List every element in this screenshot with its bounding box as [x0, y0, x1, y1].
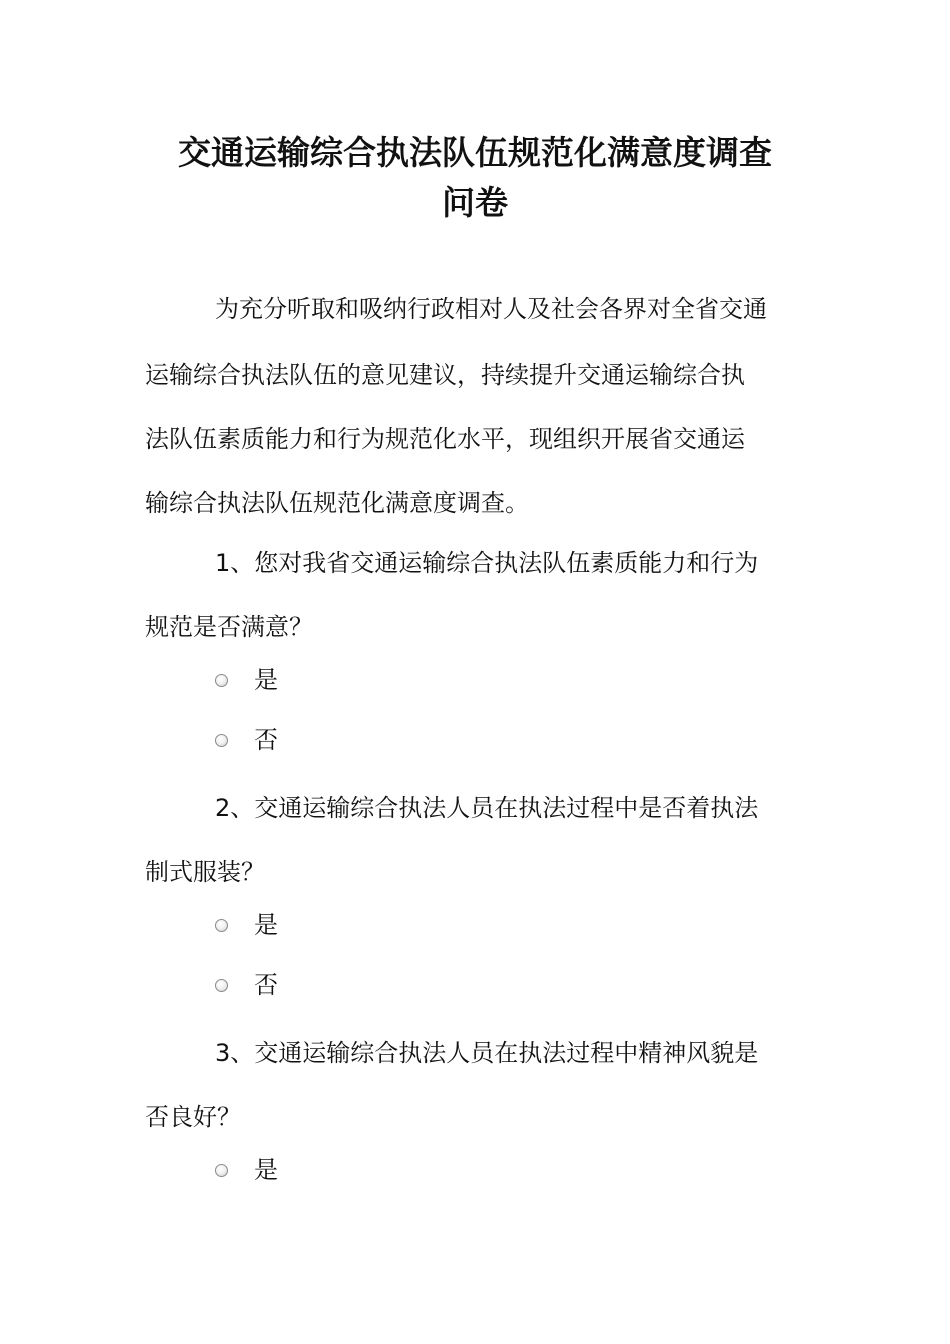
radio-button-icon[interactable]	[215, 1164, 228, 1177]
question-1-line-2: 规范是否满意？	[145, 613, 313, 641]
question-1-line-1: 1、您对我省交通运输综合执法队伍素质能力和行为	[215, 549, 759, 577]
radio-button-icon[interactable]	[215, 674, 228, 687]
question-2-option-no[interactable]	[215, 970, 278, 1000]
intro-line-4: 输综合执法队伍规范化满意度调查。	[145, 489, 529, 517]
question-1-option-yes[interactable]	[215, 665, 278, 695]
question-3-option-yes[interactable]	[215, 1155, 278, 1185]
intro-line-2: 运输综合执法队伍的意见建议，持续提升交通运输综合执	[145, 361, 745, 389]
question-2-option-yes[interactable]	[215, 910, 278, 940]
question-3-line-2: 否良好？	[145, 1103, 241, 1131]
option-label: 是	[254, 1156, 278, 1184]
document-title-line-1: 交通运输综合执法队伍规范化满意度调查	[178, 133, 772, 172]
option-label: 是	[254, 666, 278, 694]
question-1-option-no[interactable]	[215, 725, 278, 755]
radio-button-icon[interactable]	[215, 979, 228, 992]
intro-line-3: 法队伍素质能力和行为规范化水平，现组织开展省交通运	[145, 425, 745, 453]
radio-button-icon[interactable]	[215, 734, 228, 747]
intro-line-1: 为充分听取和吸纳行政相对人及社会各界对全省交通	[215, 295, 767, 323]
option-label: 否	[254, 726, 278, 754]
question-2-line-2: 制式服装？	[145, 858, 265, 886]
question-3-line-1: 3、交通运输综合执法人员在执法过程中精神风貌是	[215, 1039, 759, 1067]
document-title-line-2: 问卷	[442, 183, 508, 222]
option-label: 是	[254, 911, 278, 939]
option-label: 否	[254, 971, 278, 999]
question-2-line-1: 2、交通运输综合执法人员在执法过程中是否着执法	[215, 794, 759, 822]
radio-button-icon[interactable]	[215, 919, 228, 932]
